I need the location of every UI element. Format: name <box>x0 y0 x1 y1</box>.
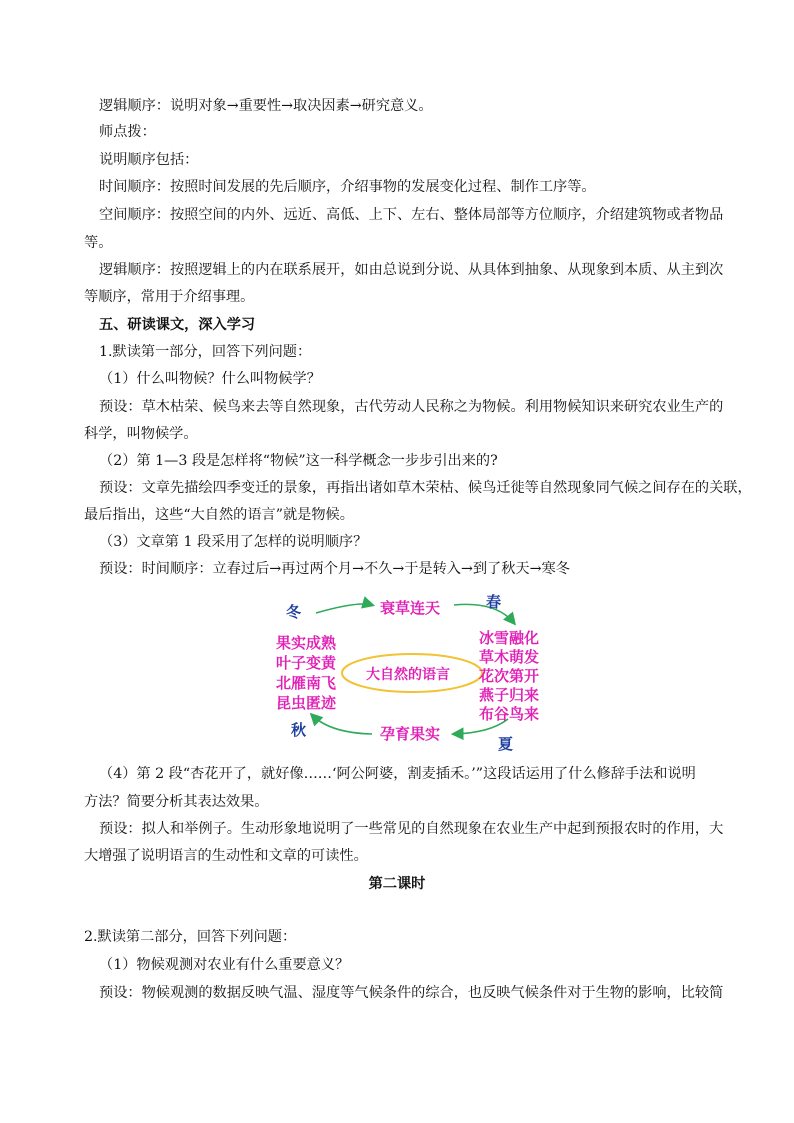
left-phrase: 北雁南飞 <box>276 674 337 692</box>
text-line: 最后指出，这些“大自然的语言”就是物候。 <box>84 507 354 523</box>
season-summer: 夏 <box>498 735 514 753</box>
text-line: 大增强了说明语言的生动性和文章的可读性。 <box>84 848 368 864</box>
left-phrase: 果实成熟 <box>276 634 337 652</box>
lesson-heading: 第二课时 <box>368 876 426 892</box>
text-line: （1）物候观测对农业有什么重要意义？ <box>99 957 350 973</box>
right-phrase: 布谷鸟来 <box>479 705 540 723</box>
right-phrase: 燕子归来 <box>479 686 540 704</box>
bottom-phrase: 孕育果实 <box>380 725 441 743</box>
season-autumn: 秋 <box>291 721 307 739</box>
right-phrase: 花次第开 <box>479 667 540 685</box>
right-phrases <box>479 629 539 724</box>
left-phrase: 叶子变黄 <box>276 654 337 672</box>
season-spring: 春 <box>486 593 502 611</box>
text-line: 预设：文章先描绘四季变迁的景象，再指出诸如草木荣枯、候鸟迁徙等自然现象同气候之间存在的关联， <box>99 480 752 496</box>
text-line: 说明顺序包括： <box>99 152 199 168</box>
text-line: 预设：拟人和举例子。生动形象地说明了一些常见的自然现象在农业生产中起到预报农时的作用，大 <box>99 821 724 837</box>
text-line: 等。 <box>84 235 113 251</box>
right-phrase: 草木萌发 <box>479 648 540 666</box>
text-line: （1）什么叫物候？什么叫物候学？ <box>99 371 321 387</box>
season-winter: 冬 <box>286 603 302 621</box>
right-phrase: 冰雪融化 <box>479 629 540 647</box>
left-phrases <box>276 633 336 713</box>
text-line: 师点拨： <box>99 124 156 140</box>
text-line: （3）文章第 1 段采用了怎样的说明顺序？ <box>99 534 368 550</box>
text-line: 逻辑顺序：按照逻辑上的内在联系展开，如由总说到分说、从具体到抽象、从现象到本质、从主到次 <box>99 262 724 278</box>
text-line: 1.默读第一部分，回答下列问题： <box>99 344 312 360</box>
text-line: 逻辑顺序：说明对象→重要性→取决因素→研究意义。 <box>99 98 433 114</box>
text-line: 等顺序，常用于介绍事理。 <box>84 289 255 305</box>
left-phrase: 昆虫匿迹 <box>276 694 337 712</box>
text-line: 预设：时间顺序：立春过后→再过两个月→不久→于是转入→到了秋天→寒冬 <box>99 561 570 577</box>
text-line: 科学，叫物候学。 <box>84 426 198 442</box>
text-line: 方法？简要分析其表达效果。 <box>84 794 269 810</box>
text-line: 空间顺序：按照空间的内外、远近、高低、上下、左右、整体局部等方位顺序，介绍建筑物或者物品 <box>99 207 724 223</box>
top-phrase: 衰草连天 <box>380 599 441 617</box>
text-line: 2.默读第二部分，回答下列问题： <box>84 929 297 945</box>
text-line: 预设：草木枯荣、候鸟来去等自然现象，古代劳动人民称之为物候。利用物候知识来研究农业生产的 <box>99 399 724 415</box>
text-line: 时间顺序：按照时间发展的先后顺序，介绍事物的发展变化过程、制作工序等。 <box>99 179 596 195</box>
text-line: （2）第 1—3 段是怎样将“物候”这一科学概念一步步引出来的? <box>99 453 498 469</box>
seasons-cycle-diagram <box>268 585 556 753</box>
section-heading: 五、研读课文，深入学习 <box>99 317 256 333</box>
text-line: 预设：物候观测的数据反映气温、湿度等气候条件的综合，也反映气候条件对于生物的影响，比较简 <box>99 985 724 1001</box>
text-line: （4）第 2 段“杏花开了，就好像……‘阿公阿婆，割麦插禾。’”这段话运用了什么修辞手法和说明 <box>99 766 696 782</box>
center-label: 大自然的语言 <box>366 667 450 683</box>
